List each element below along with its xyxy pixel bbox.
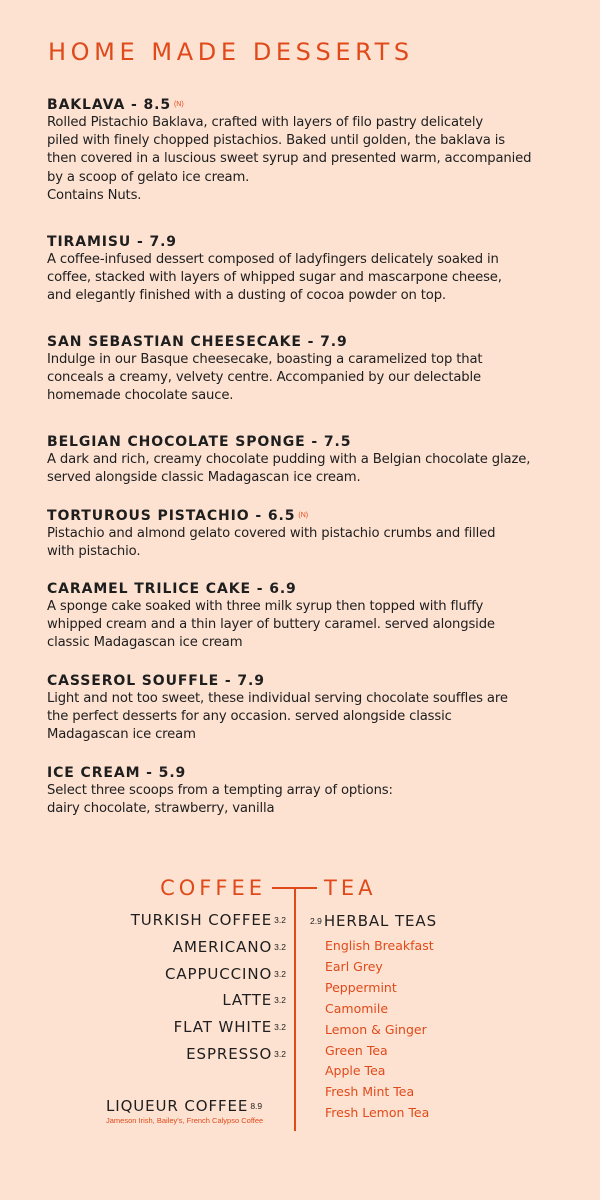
tea-item: Fresh Mint Tea xyxy=(325,1084,415,1100)
dessert-description: Pistachio and almond gelato covered with pistachio crumbs and filled with pistachio. xyxy=(47,526,496,560)
coffee-item xyxy=(131,1018,286,1045)
dessert-item-caramel-trilice-cake: CARAMEL TRILICE CAKE - 6.9 A sponge cake soaked with three milk syrup then topped with fluffy whipped cream and a thin layer of buttery caramel. served alongside classic Madagascan ice cream xyxy=(47,580,567,653)
coffee-item xyxy=(131,991,286,1018)
coffee-name: AMERICANO xyxy=(172,937,273,956)
coffee-price: 3.2 xyxy=(274,1048,286,1059)
dessert-item-ice-cream: ICE CREAM - 5.9 Select three scoops from a tempting array of options: dairy chocolate, strawberry, vanilla xyxy=(47,764,567,818)
coffee-price: 3.2 xyxy=(274,915,286,925)
section-divider-vertical xyxy=(294,887,296,1131)
dessert-item-baklava: BAKLAVA - 8.5 (N) Rolled Pistachio Baklava, crafted with layers of filo pastry delicately piled with finely chopped pistachios. Baked until golden, the baklava is then covered in a luscious sweet syrup and presented warm, accompanied by a scoop of gelato ice cream. Contains Nuts. xyxy=(47,96,567,205)
tea-item: Green Tea xyxy=(325,1042,388,1058)
herbal-teas-heading: HERBAL TEAS xyxy=(323,912,438,930)
coffee-name: CAPPUCCINO xyxy=(164,964,273,983)
liqueur-coffee-price: 8.9 xyxy=(250,1101,263,1111)
dessert-price: 7.5 xyxy=(323,434,352,450)
coffee-name: TURKISH COFFEE xyxy=(130,911,273,929)
coffee-name: LATTE xyxy=(222,991,273,1010)
dessert-price: 8.5 xyxy=(143,97,171,113)
coffee-item xyxy=(131,938,286,965)
herbal-teas-group xyxy=(310,912,437,1124)
liqueur-coffee-name: LIQUEUR COFFEE xyxy=(106,1097,249,1115)
coffee-section-title: COFFEE xyxy=(160,876,266,900)
dessert-item-belgian-chocolate-sponge: BELGIAN CHOCOLATE SPONGE - 7.5 A dark and rich, creamy chocolate pudding with a Belgian chocolate glaze, served alongside classic Madagascan ice cream. xyxy=(47,433,567,487)
coffee-item xyxy=(131,965,286,992)
dessert-description: A sponge cake soaked with three milk syrup then topped with fluffy whipped cream and a thin layer of buttery caramel. served alongside classic Madagascan ice cream xyxy=(47,599,495,651)
dessert-item-casserol-souffle: CASSEROL SOUFFLE - 7.9 Light and not too sweet, these individual serving chocolate souffles are the perfect desserts for any occasion. served alongside classic Madagascan ice cream xyxy=(47,672,567,745)
coffee-price: 3.2 xyxy=(274,1022,286,1033)
coffee-price: 3.2 xyxy=(274,941,286,952)
dessert-name: CARAMEL TRILICE CAKE xyxy=(47,581,251,597)
dessert-name: SAN SEBASTIAN CHEESECAKE xyxy=(47,334,302,350)
tea-item: Apple Tea xyxy=(325,1063,386,1079)
liqueur-coffee-item xyxy=(106,1097,266,1126)
tea-item: Earl Grey xyxy=(325,958,383,974)
tea-list xyxy=(310,936,437,1124)
page-title: HOME MADE DESSERTS xyxy=(48,38,414,66)
dessert-item-san-sebastian-cheesecake: SAN SEBASTIAN CHEESECAKE - 7.9 Indulge in our Basque cheesecake, boasting a caramelized top that conceals a creamy, velvety centre. Accompanied by our delectable homemade chocolate sauce. xyxy=(47,333,567,406)
dessert-price: 5.9 xyxy=(158,765,187,781)
coffee-item xyxy=(131,1045,286,1072)
tea-item: Lemon & Ginger xyxy=(325,1021,427,1037)
dessert-description: Light and not too sweet, these individual serving chocolate souffles are the perfect desserts for any occasion. served alongside classic Madagascan ice cream xyxy=(47,691,508,743)
dessert-price: 6.5 xyxy=(267,508,296,524)
dessert-price: 7.9 xyxy=(237,673,265,689)
dessert-item-torturous-pistachio: TORTUROUS PISTACHIO - 6.5 (N) Pistachio and almond gelato covered with pistachio crumbs and filled with pistachio. xyxy=(47,507,567,561)
tea-item: English Breakfast xyxy=(325,938,434,953)
dessert-description: Indulge in our Basque cheesecake, boasting a caramelized top that conceals a creamy, velvety centre. Accompanied by our delectable homemade chocolate sauce. xyxy=(47,352,483,404)
tea-section-title: TEA xyxy=(324,876,377,900)
coffee-item xyxy=(131,911,286,938)
tea-item: Fresh Lemon Tea xyxy=(325,1105,430,1121)
dessert-name: TIRAMISU xyxy=(47,234,132,250)
dessert-price: 7.9 xyxy=(149,234,177,250)
nut-allergen-badge: (N) xyxy=(173,101,184,108)
dessert-description: Select three scoops from a tempting array of options: dairy chocolate, strawberry, vanilla xyxy=(47,783,393,817)
coffee-price: 3.2 xyxy=(274,968,286,979)
dessert-name: BELGIAN CHOCOLATE SPONGE xyxy=(47,434,306,450)
dessert-description: Rolled Pistachio Baklava, crafted with layers of filo pastry delicately piled with finely chopped pistachios. Baked until golden, the baklava is then covered in a luscious sweet syrup and presented warm, accompanied by a scoop of gelato ice cream. Contains Nuts. xyxy=(47,115,532,203)
dessert-name: CASSEROL SOUFFLE xyxy=(47,673,220,689)
dessert-name: TORTUROUS PISTACHIO xyxy=(47,508,250,524)
coffee-price: 3.2 xyxy=(274,995,286,1006)
dessert-item-tiramisu: TIRAMISU - 7.9 A coffee-infused dessert composed of ladyfingers delicately soaked in coffee, stacked with layers of whipped sugar and mascarpone cheese, and elegantly finished with a dusting of cocoa powder on top. xyxy=(47,233,567,306)
dessert-description: A dark and rich, creamy chocolate pudding with a Belgian chocolate glaze, served alongside classic Madagascan ice cream. xyxy=(47,452,531,486)
dessert-name: ICE CREAM xyxy=(47,765,141,781)
dessert-description: A coffee-infused dessert composed of ladyfingers delicately soaked in coffee, stacked with layers of whipped sugar and mascarpone cheese, and elegantly finished with a dusting of cocoa powder on top. xyxy=(47,252,502,304)
coffee-name: FLAT WHITE xyxy=(173,1018,273,1037)
nut-allergen-badge: (N) xyxy=(298,512,309,519)
tea-item: Camomile xyxy=(325,1000,389,1016)
coffee-name: ESPRESSO xyxy=(186,1044,273,1063)
dessert-price: 6.9 xyxy=(269,581,297,597)
herbal-teas-price: 2.9 xyxy=(310,916,322,926)
dessert-name: BAKLAVA xyxy=(47,97,126,113)
dessert-price: 7.9 xyxy=(320,334,348,350)
liqueur-coffee-options: Jameson Irish, Bailey's, French Calypso Coffee xyxy=(106,1116,264,1125)
tea-item: Peppermint xyxy=(325,979,397,995)
coffee-list xyxy=(131,911,286,1072)
